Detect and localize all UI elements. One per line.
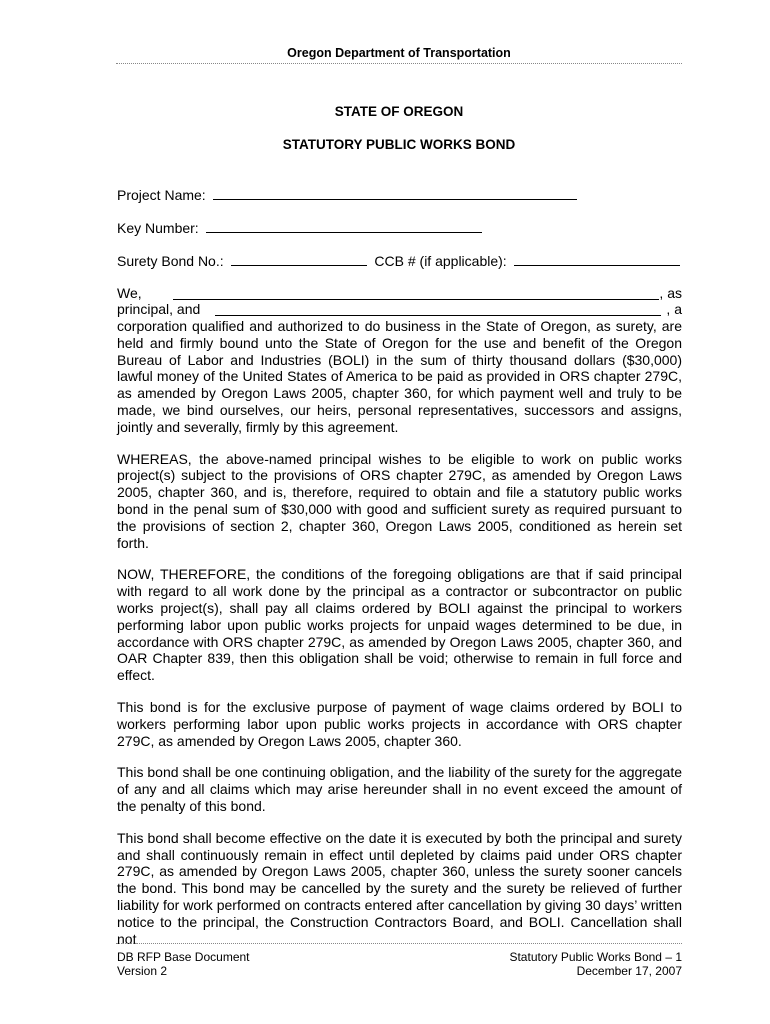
surety-name-blank[interactable] bbox=[215, 301, 661, 316]
project-name-label: Project Name: bbox=[117, 187, 206, 203]
project-name-row bbox=[117, 185, 577, 204]
paragraph-now-therefore: NOW, THEREFORE, the conditions of the foregoing obligations are that if said principal with regard to all work done by the principal as a contractor or subcontractor on public works project(s), shall pay all claims ordered by BOLI against the principal to workers performing labor upon public works projects for unpaid wages determined to be due, in accordance with ORS chapter 279C, as amended by Oregon Laws 2005, chapter 360, and OAR Chapter 839, then this obligation shall be void; otherwise to remain in full force and effect. bbox=[117, 566, 682, 684]
a-label: , a bbox=[666, 301, 682, 317]
ccb-label: CCB # (if applicable): bbox=[374, 253, 507, 269]
paragraph-obligation: corporation qualified and authorized to do business in the State of Oregon, as surety, are held and firmly bound unto the State of Oregon for the use and benefit of the Oregon Bureau of Labor and Industries (BOLI) in the sum of thirty thousand dollars ($30,000) lawful money of the United States of America to be paid as provided in ORS chapter 279C, as amended by Oregon Laws 2005, chapter 360, for which payment well and truly to be made, we bind ourselves, our heirs, personal representatives, successors and assigns, jointly and severally, firmly by this agreement. bbox=[117, 318, 682, 435]
footer-page-label: Statutory Public Works Bond – 1 bbox=[509, 950, 682, 964]
header-divider bbox=[116, 63, 682, 64]
key-number-row bbox=[117, 218, 482, 237]
we-label: We, bbox=[117, 285, 142, 301]
paragraph-exclusive-purpose: This bond is for the exclusive purpose of payment of wage claims ordered by BOLI to workers performing labor upon public works projects in accordance with ORS chapter 279C, as amended by Oregon Laws 2005, chapter 360. bbox=[117, 698, 682, 749]
principal-row bbox=[117, 301, 682, 318]
key-number-label: Key Number: bbox=[117, 220, 199, 236]
state-title: STATE OF OREGON bbox=[334, 104, 464, 119]
surety-row bbox=[117, 251, 680, 270]
bond-title: STATUTORY PUBLIC WORKS BOND bbox=[282, 137, 516, 152]
surety-bond-blank[interactable] bbox=[231, 251, 367, 266]
footer-left bbox=[117, 950, 250, 978]
principal-name-blank[interactable] bbox=[173, 285, 659, 300]
as-label: , as bbox=[659, 285, 682, 301]
footer-date: December 17, 2007 bbox=[576, 964, 682, 978]
key-number-blank[interactable] bbox=[206, 218, 482, 233]
surety-bond-label: Surety Bond No.: bbox=[117, 253, 224, 269]
bond-body bbox=[117, 318, 682, 962]
page-header-agency: Oregon Department of Transportation bbox=[287, 46, 511, 60]
we-row bbox=[117, 285, 682, 302]
footer-right bbox=[509, 950, 682, 978]
footer-doc-name: DB RFP Base Document bbox=[117, 950, 250, 964]
paragraph-effective-date: This bond shall become effective on the date it is executed by both the principal and surety and shall continuously remain in effect until depleted by claims paid under ORS chapter 279C, as amended by Oregon Laws 2005, chapter 360, unless the surety sooner cancels the bond. This bond may be cancelled by the surety and the surety be relieved of further liability for work performed on contracts entered after cancellation by giving 30 days’ written notice to the principal, the Construction Contractors Board, and BOLI. Cancellation shall not bbox=[117, 829, 682, 947]
ccb-blank[interactable] bbox=[514, 251, 680, 266]
footer-divider bbox=[116, 943, 682, 944]
principal-and-label: principal, and bbox=[117, 301, 201, 317]
footer-version: Version 2 bbox=[117, 964, 168, 978]
project-name-blank[interactable] bbox=[213, 185, 577, 200]
paragraph-continuing-obligation: This bond shall be one continuing obligation, and the liability of the surety for the aggregate of any and all claims which may arise hereunder shall in no event exceed the amount of the penalty of this bond. bbox=[117, 764, 682, 814]
paragraph-whereas: WHEREAS, the above-named principal wishes to be eligible to work on public works project(s) subject to the provisions of ORS chapter 279C, as amended by Oregon Laws 2005, chapter 360, and is, therefore, required to obtain and file a statutory public works bond in the penal sum of $30,000 with good and sufficient surety as required pursuant to the provisions of section 2, chapter 360, Oregon Laws 2005, conditioned as herein set forth. bbox=[117, 450, 682, 551]
